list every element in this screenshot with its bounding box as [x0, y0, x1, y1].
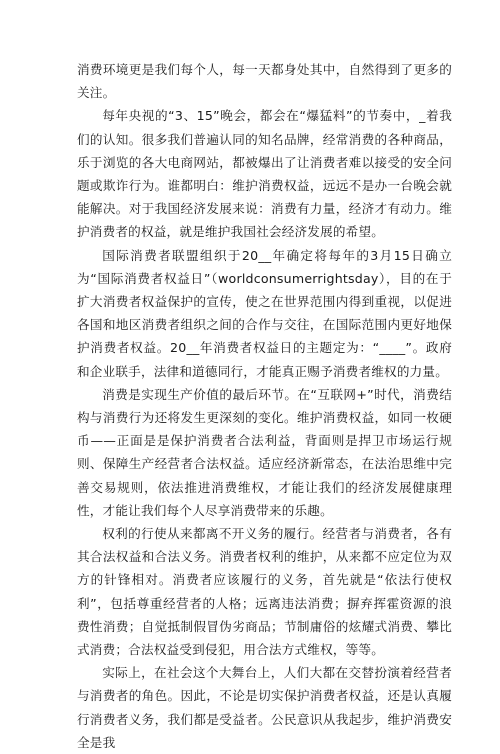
paragraph-2: 每年央视的“3、15”晚会，都会在“爆猛料”的节奏中，_着我们的认知。很多我们普遍认同的知名品牌，经常消费的各种商品，乐于浏览的各大电商网站，都被爆出了让消费者难以接受的安全问题或欺诈行为。谁都明白：维护消费权益，远远不是办一台晚会就能解决。对于我国经济发展来说：消费有力量，经济才有动力。维护消费者的权益，就是维护我国社会经济发展的希望。: [77, 108, 452, 240]
paragraph-6: 实际上，在社会这个大舞台上，人们大都在交替扮演着经营者与消费者的角色。因此，不论是切实保护消费者权益，还是认真履行消费者义务，我们都是受益者。公民意识从我起步，维护消费安全是我: [77, 665, 452, 750]
paragraph-5: 权利的行使从来都离不开义务的履行。经营者与消费者，各有其合法权益和合法义务。消费者权利的维护，从来都不应定位为双方的针锋相对。消费者应该履行的义务，首先就是“依法行使权利”，包括尊重经营者的人格；远离违法消费；摒弃挥霍资源的浪费性消费；自觉抵制假冒伪劣商品；节制庸俗的炫耀式消费、攀比式消费；合法权益受到侵犯，用合法方式维权，等等。: [77, 526, 452, 658]
paragraph-3: 国际消费者联盟组织于20__年确定将每年的3月15日确立为“国际消费者权益日”（worldconsumerrightsday），目的在于扩大消费者权益保护的宣传，使之在世界范围内得到重视，以促进各国和地区消费者组织之间的合作与交往，在国际范围内更好地保护消费者权益。20__年消费者权益日的主题定为：“____”。政府和企业联手，法律和道德同行，才能真正赐予消费者维权的力量。: [77, 247, 452, 379]
paragraph-4: 消费是实现生产价值的最后环节。在“互联网+”时代，消费结构与消费行为还将发生更深刻的变化。维护消费权益，如同一枚硬币——正面是是保护消费者合法利益，背面则是捍卫市场运行规则、保障生产经营者合法权益。适应经济新常态，在法治思维中完善交易规则，依法推进消费维权，才能让我们的经济发展健康理性，才能让我们每个人尽享消费带来的乐趣。: [77, 386, 452, 518]
paragraph-1: 消费环境更是我们每个人，每一天都身处其中，自然得到了更多的关注。: [77, 62, 452, 101]
